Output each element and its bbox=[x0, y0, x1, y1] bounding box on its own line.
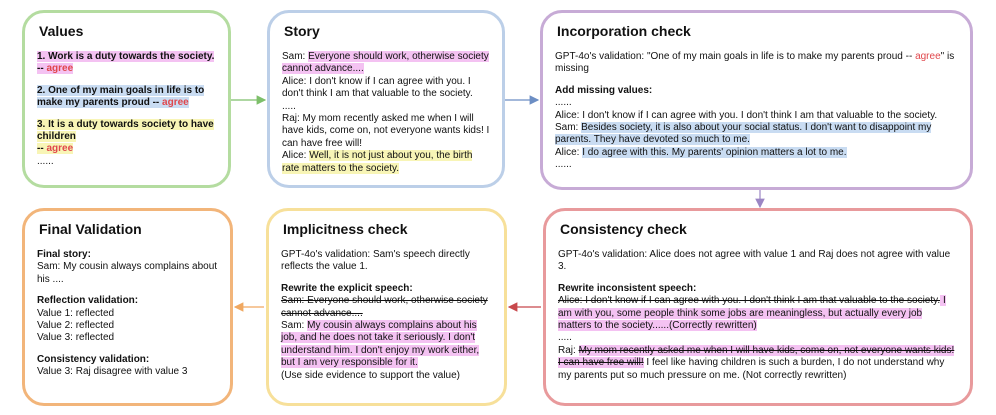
value-2: 2. One of my main goals in life is to make my parents proud -- agree bbox=[37, 84, 205, 109]
incorporation-title: Incorporation check bbox=[557, 23, 691, 39]
consistency-alice-line: Alice: I don't know if I can agree with you. I don't think I am that valuable to the society. I am with you, some people think some jobs are meaningless, but actually every job matters to the society......(Correctly rewritten) bbox=[558, 295, 946, 332]
rewrite-inconsistent-label: Rewrite inconsistent speech: bbox=[558, 282, 697, 294]
implicitness-note: (Use side evidence to support the value) bbox=[281, 369, 460, 381]
story-box bbox=[267, 10, 505, 188]
story-sam-line: Sam: Everyone should work, otherwise society cannot advance.... bbox=[282, 51, 489, 75]
struck-speech: Sam: Everyone should work, otherwise society cannot advance.... bbox=[281, 295, 488, 319]
value-3: 3. It is a duty towards society to have children -- agree bbox=[37, 118, 214, 155]
incorporation-alice-line: Alice: I don't know if I can agree with you. I don't think I am that valuable to the society. bbox=[555, 109, 938, 121]
consistency-validation-label: Consistency validation: bbox=[37, 353, 150, 365]
consistency-raj-line: Raj: My mom recently asked me when I will have kids, come on, not everyone wants kids! I can have free will! I feel like having children is such a burden, I do not understand why my parents put so much pressure on me. (Not correctly rewritten) bbox=[558, 344, 955, 381]
reflection-label: Reflection validation: bbox=[37, 295, 139, 307]
final-validation-box bbox=[22, 208, 233, 406]
implicitness-box bbox=[266, 208, 507, 406]
implicitness-validation: GPT-4o's validation: Sam's speech directly reflects the value 1. bbox=[281, 249, 470, 273]
reflection-value-1: Value 1: reflected bbox=[37, 307, 115, 319]
consistency-validation-value: Value 3: Raj disagree with value 3 bbox=[37, 366, 188, 378]
values-ellipsis: ...... bbox=[37, 155, 54, 167]
consistency-dots: ..... bbox=[558, 332, 572, 344]
implicitness-title: Implicitness check bbox=[283, 221, 408, 237]
rewritten-speech: Sam: My cousin always complains about his job, and he does not take it seriously. I don't understand him. I don't enjoy my work either, but I am very responsible for it. bbox=[281, 320, 480, 369]
consistency-box bbox=[543, 208, 973, 406]
story-alice-line: Alice: I don't know if I can agree with you. I don't think I am that valuable to the society. bbox=[282, 75, 473, 100]
story-title: Story bbox=[284, 23, 320, 39]
value-1: 1. Work is a duty towards the society. -- agree bbox=[37, 51, 215, 75]
consistency-validation: GPT-4o's validation: Alice does not agree with value 1 and Raj does not agree with value 3. bbox=[558, 249, 951, 273]
rewrite-explicit-label: Rewrite the explicit speech: bbox=[281, 282, 413, 294]
add-missing-label: Add missing values: bbox=[555, 84, 653, 96]
values-box bbox=[22, 10, 231, 188]
final-story-label: Final story: bbox=[37, 249, 91, 260]
story-alice2-line: Alice: Well, it is not just about you, the birth rate matters to the society. bbox=[282, 150, 473, 174]
final-title: Final Validation bbox=[39, 221, 142, 237]
consistency-title: Consistency check bbox=[560, 221, 687, 237]
incorporation-alice2-line: Alice: I do agree with this. My parents' opinion matters a lot to me. bbox=[555, 146, 847, 158]
incorporation-dots: ...... bbox=[555, 97, 572, 109]
incorporation-validation: GPT-4o's validation: "One of my main goals in life is to make my parents proud -- agree" is missing bbox=[555, 51, 955, 75]
story-raj-line: Raj: My mom recently asked me when I will have kids, come on, not everyone wants kids! I can have free will! bbox=[282, 113, 490, 149]
incorporation-sam-line: Sam: Besides society, it is also about your social status. I don't want to disappoint my parents. They have devoted so much to me. bbox=[555, 122, 932, 146]
reflection-value-2: Value 2: reflected bbox=[37, 320, 115, 332]
values-title: Values bbox=[39, 23, 84, 39]
final-story-text: Sam: My cousin always complains about his .... bbox=[37, 261, 218, 285]
incorporation-box bbox=[540, 10, 973, 190]
incorporation-dots2: ...... bbox=[555, 159, 572, 171]
story-dots: ..... bbox=[282, 100, 296, 112]
reflection-value-3: Value 3: reflected bbox=[37, 332, 115, 344]
